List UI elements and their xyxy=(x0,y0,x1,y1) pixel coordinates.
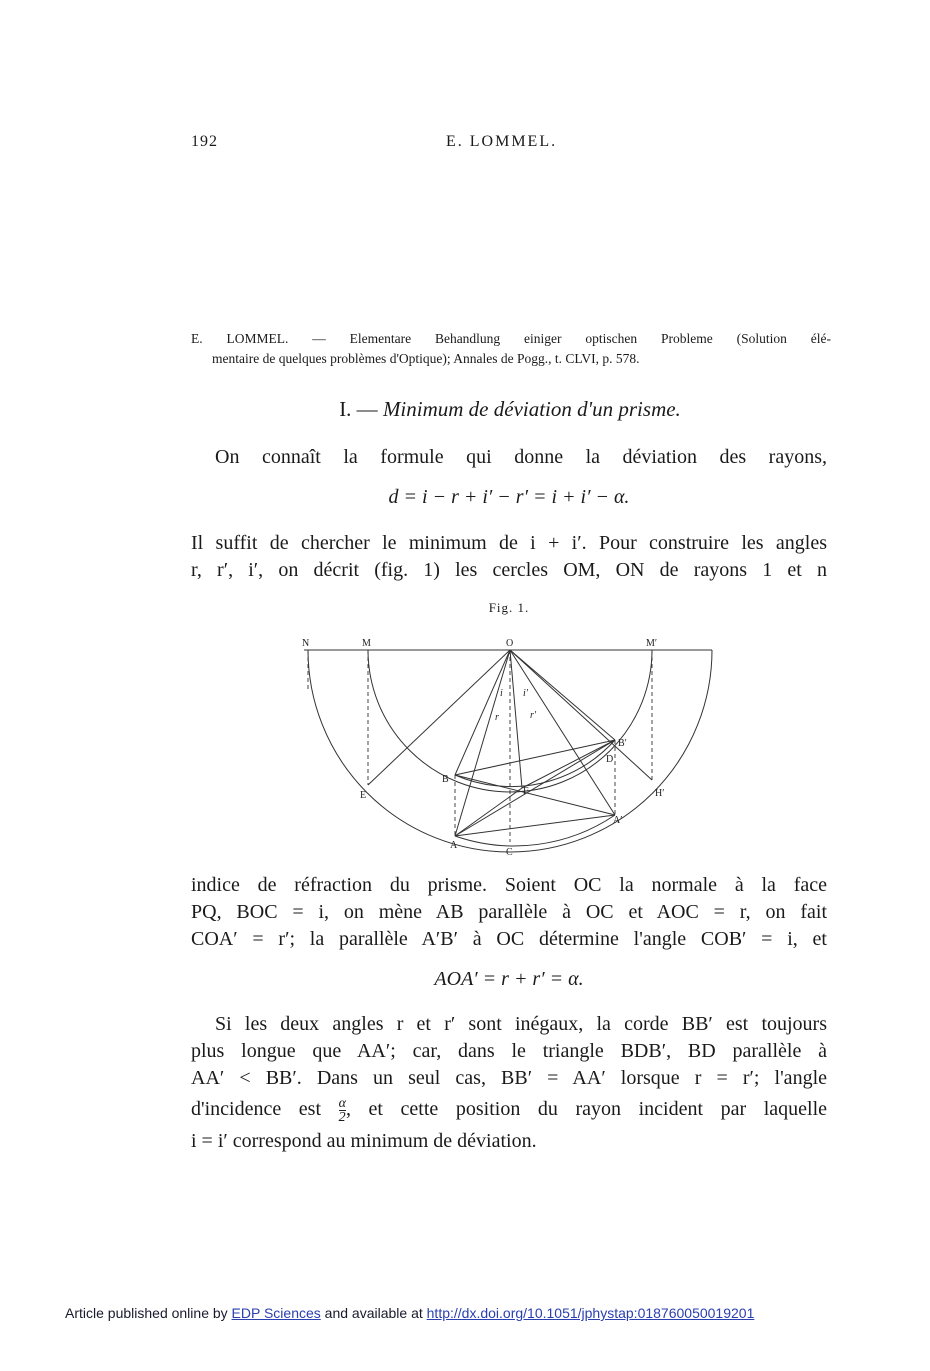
ray-OF xyxy=(510,650,522,788)
label-B: B xyxy=(442,774,449,785)
paragraph-4-line-3: AA′ < BB′. Dans un seul cas, BB′ = AA′ lorsque r = r′; l'angle xyxy=(191,1067,827,1089)
label-A: A xyxy=(450,840,458,851)
paragraph-4-line-1: Si les deux angles r et r′ sont inégaux, la corde BB′ est toujours xyxy=(215,1013,827,1035)
label-E: E xyxy=(360,790,367,801)
equation-deviation: d = i − r + i′ − r′ = i + i′ − α. xyxy=(388,486,630,508)
paragraph-3-line-2: PQ, BOC = i, on mène AB parallèle à OC et AOC = r, on fait xyxy=(191,901,827,923)
segment-FBp xyxy=(522,740,615,788)
paragraph-1-line-1: On connaît la formule qui donne la déviation des rayons, xyxy=(215,446,827,468)
doi-link[interactable]: http://dx.doi.org/10.1051/jphystap:018760050019201 xyxy=(426,1305,755,1321)
label-Mprime: M′ xyxy=(646,638,658,649)
label-Hprime: H′ xyxy=(655,788,665,799)
prism-deviation-figure xyxy=(290,630,730,860)
footer-middle: and available at xyxy=(324,1305,423,1321)
label-O: O xyxy=(506,638,514,649)
paragraph-4-line-5: i = i′ correspond au minimum de déviation. xyxy=(191,1129,537,1152)
publication-footer xyxy=(65,1305,754,1321)
page-number: 192 xyxy=(191,133,218,150)
fraction-numerator: α xyxy=(338,1095,346,1111)
incidence-text-continued: , et cette position du rayon incident par laquelle xyxy=(345,1098,827,1120)
figure-caption: Fig. 1. xyxy=(488,600,530,615)
paragraph-4 xyxy=(191,1011,827,1155)
arc-AAp xyxy=(455,815,615,846)
ray-OE xyxy=(368,650,510,785)
label-N: N xyxy=(302,638,310,649)
running-title: E. LOMMEL. xyxy=(446,133,558,150)
paragraph-3-line-1: indice de réfraction du prisme. Soient OC la normale à la face xyxy=(191,874,827,896)
fraction-alpha-over-2 xyxy=(339,1097,346,1124)
paragraph-2-line-1: Il suffit de chercher le minimum de i + i′. Pour construire les angles xyxy=(191,532,827,554)
paragraph-4-line-2: plus longue que AA′; car, dans le triangle BDB′, BD parallèle à xyxy=(191,1040,827,1062)
paragraph-1 xyxy=(215,444,827,471)
label-D: D xyxy=(606,754,614,765)
label-Bprime: B′ xyxy=(618,738,627,749)
reference-line-2: mentaire de quelques problèmes d'Optique); Annales de Pogg., t. CLVI, p. 578. xyxy=(212,351,640,366)
paragraph-2-line-2: r, r′, i′, on décrit (fig. 1) les cercles OM, ON de rayons 1 et n xyxy=(191,559,827,581)
publisher-link[interactable]: EDP Sciences xyxy=(231,1305,321,1321)
label-iprime: i′ xyxy=(523,688,528,699)
chord-BBp xyxy=(455,740,615,775)
ray-OB xyxy=(455,650,510,775)
section-number: I. — xyxy=(339,397,378,421)
paragraph-4-line-4 xyxy=(191,1096,827,1124)
incidence-text: d'incidence est xyxy=(191,1098,322,1120)
section-heading xyxy=(0,397,930,422)
paragraph-2 xyxy=(191,530,827,584)
label-i: i xyxy=(500,688,503,699)
chord-AAp xyxy=(455,815,615,836)
reference-line-1: E. LOMMEL. — Elementare Behandlung einiger optischen Probleme (Solution élé- xyxy=(191,331,831,346)
label-C: C xyxy=(506,847,513,858)
label-F: F xyxy=(523,786,529,797)
label-M: M xyxy=(362,638,371,649)
section-title: Minimum de déviation d'un prisme. xyxy=(382,397,681,421)
fraction-denominator: 2 xyxy=(338,1109,346,1125)
label-r: r xyxy=(495,712,499,723)
bibliographic-reference xyxy=(191,329,831,369)
arc-BBp xyxy=(455,740,615,787)
paragraph-3 xyxy=(191,872,827,953)
label-rprime: r′ xyxy=(530,710,537,721)
footer-prefix: Article published online by xyxy=(65,1305,228,1321)
label-Aprime: A′ xyxy=(613,815,623,826)
paragraph-3-line-3: COA′ = r′; la parallèle A′B′ à OC détermine l'angle COB′ = i, et xyxy=(191,928,827,950)
equation-alpha: AOA′ = r + r′ = α. xyxy=(434,968,584,990)
